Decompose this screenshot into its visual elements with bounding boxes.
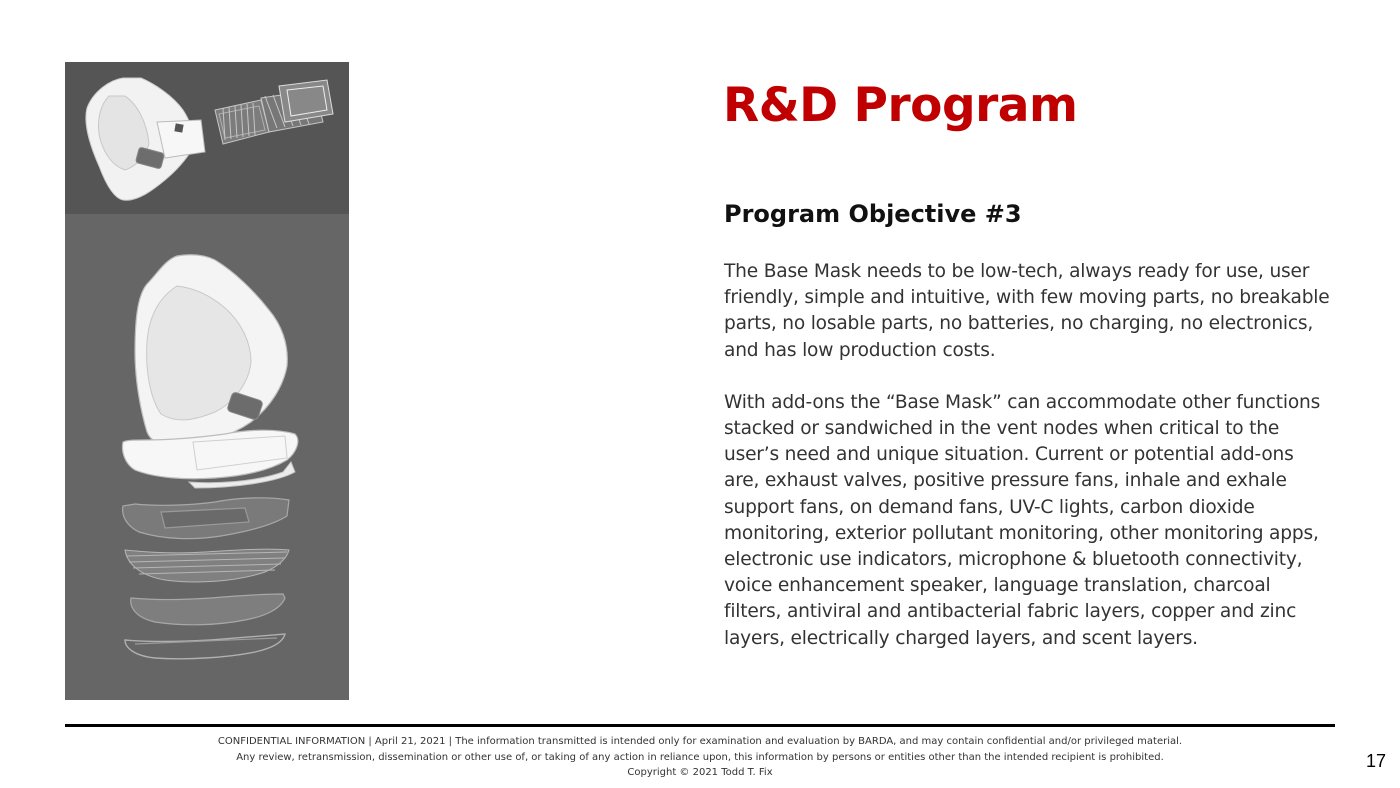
footer-line-prohibited: Any review, retransmission, dissemination or other use of, or taking of any action in reliance upon, this information by persons or entities other than the intended recipient is prohibited.	[236, 751, 1164, 763]
footer-line-confidential: CONFIDENTIAL INFORMATION | April 21, 2021 | The information transmitted is intended only for examination and evaluation by BARDA, and may contain confidential and/or privileged material.	[217, 736, 1183, 747]
program-objective-heading: Program Objective #3	[724, 200, 1022, 228]
objective-description	[724, 259, 1330, 678]
paragraph-base-mask: The Base Mask needs to be low-tech, always ready for use, user friendly, simple and intuitive, with few moving parts, no breakable parts, no losable parts, no batteries, no charging, no electronics, and has low production costs.	[724, 261, 1330, 361]
mask-illustration-svg	[65, 62, 349, 700]
paragraph-add-ons: With add-ons the “Base Mask” can accommodate other functions stacked or sandwiched in the vent nodes when critical to the user’s need and unique situation. Current or potential add-ons are, exhaust valves, positive pressure fans, inhale and exhale support fans, on demand fans, UV-C lights, carbon dioxide monitoring, exterior pollutant monitoring, other monitoring apps, electronic use indicators, microphone & bluetooth connectivity, voice enhancement speaker, language translation, charcoal filters, antiviral and antibacterial fabric layers, copper and zinc layers, electrically charged layers, and scent layers.	[724, 391, 1321, 649]
footer-divider	[65, 724, 1335, 727]
mask-exploded-view-image	[65, 62, 349, 700]
slide-title: R&D Program	[723, 78, 1078, 133]
footer-line-copyright: Copyright © 2021 Todd T. Fix	[627, 767, 773, 778]
footer-disclaimer	[65, 734, 1335, 781]
page-number: 17	[1365, 751, 1386, 771]
